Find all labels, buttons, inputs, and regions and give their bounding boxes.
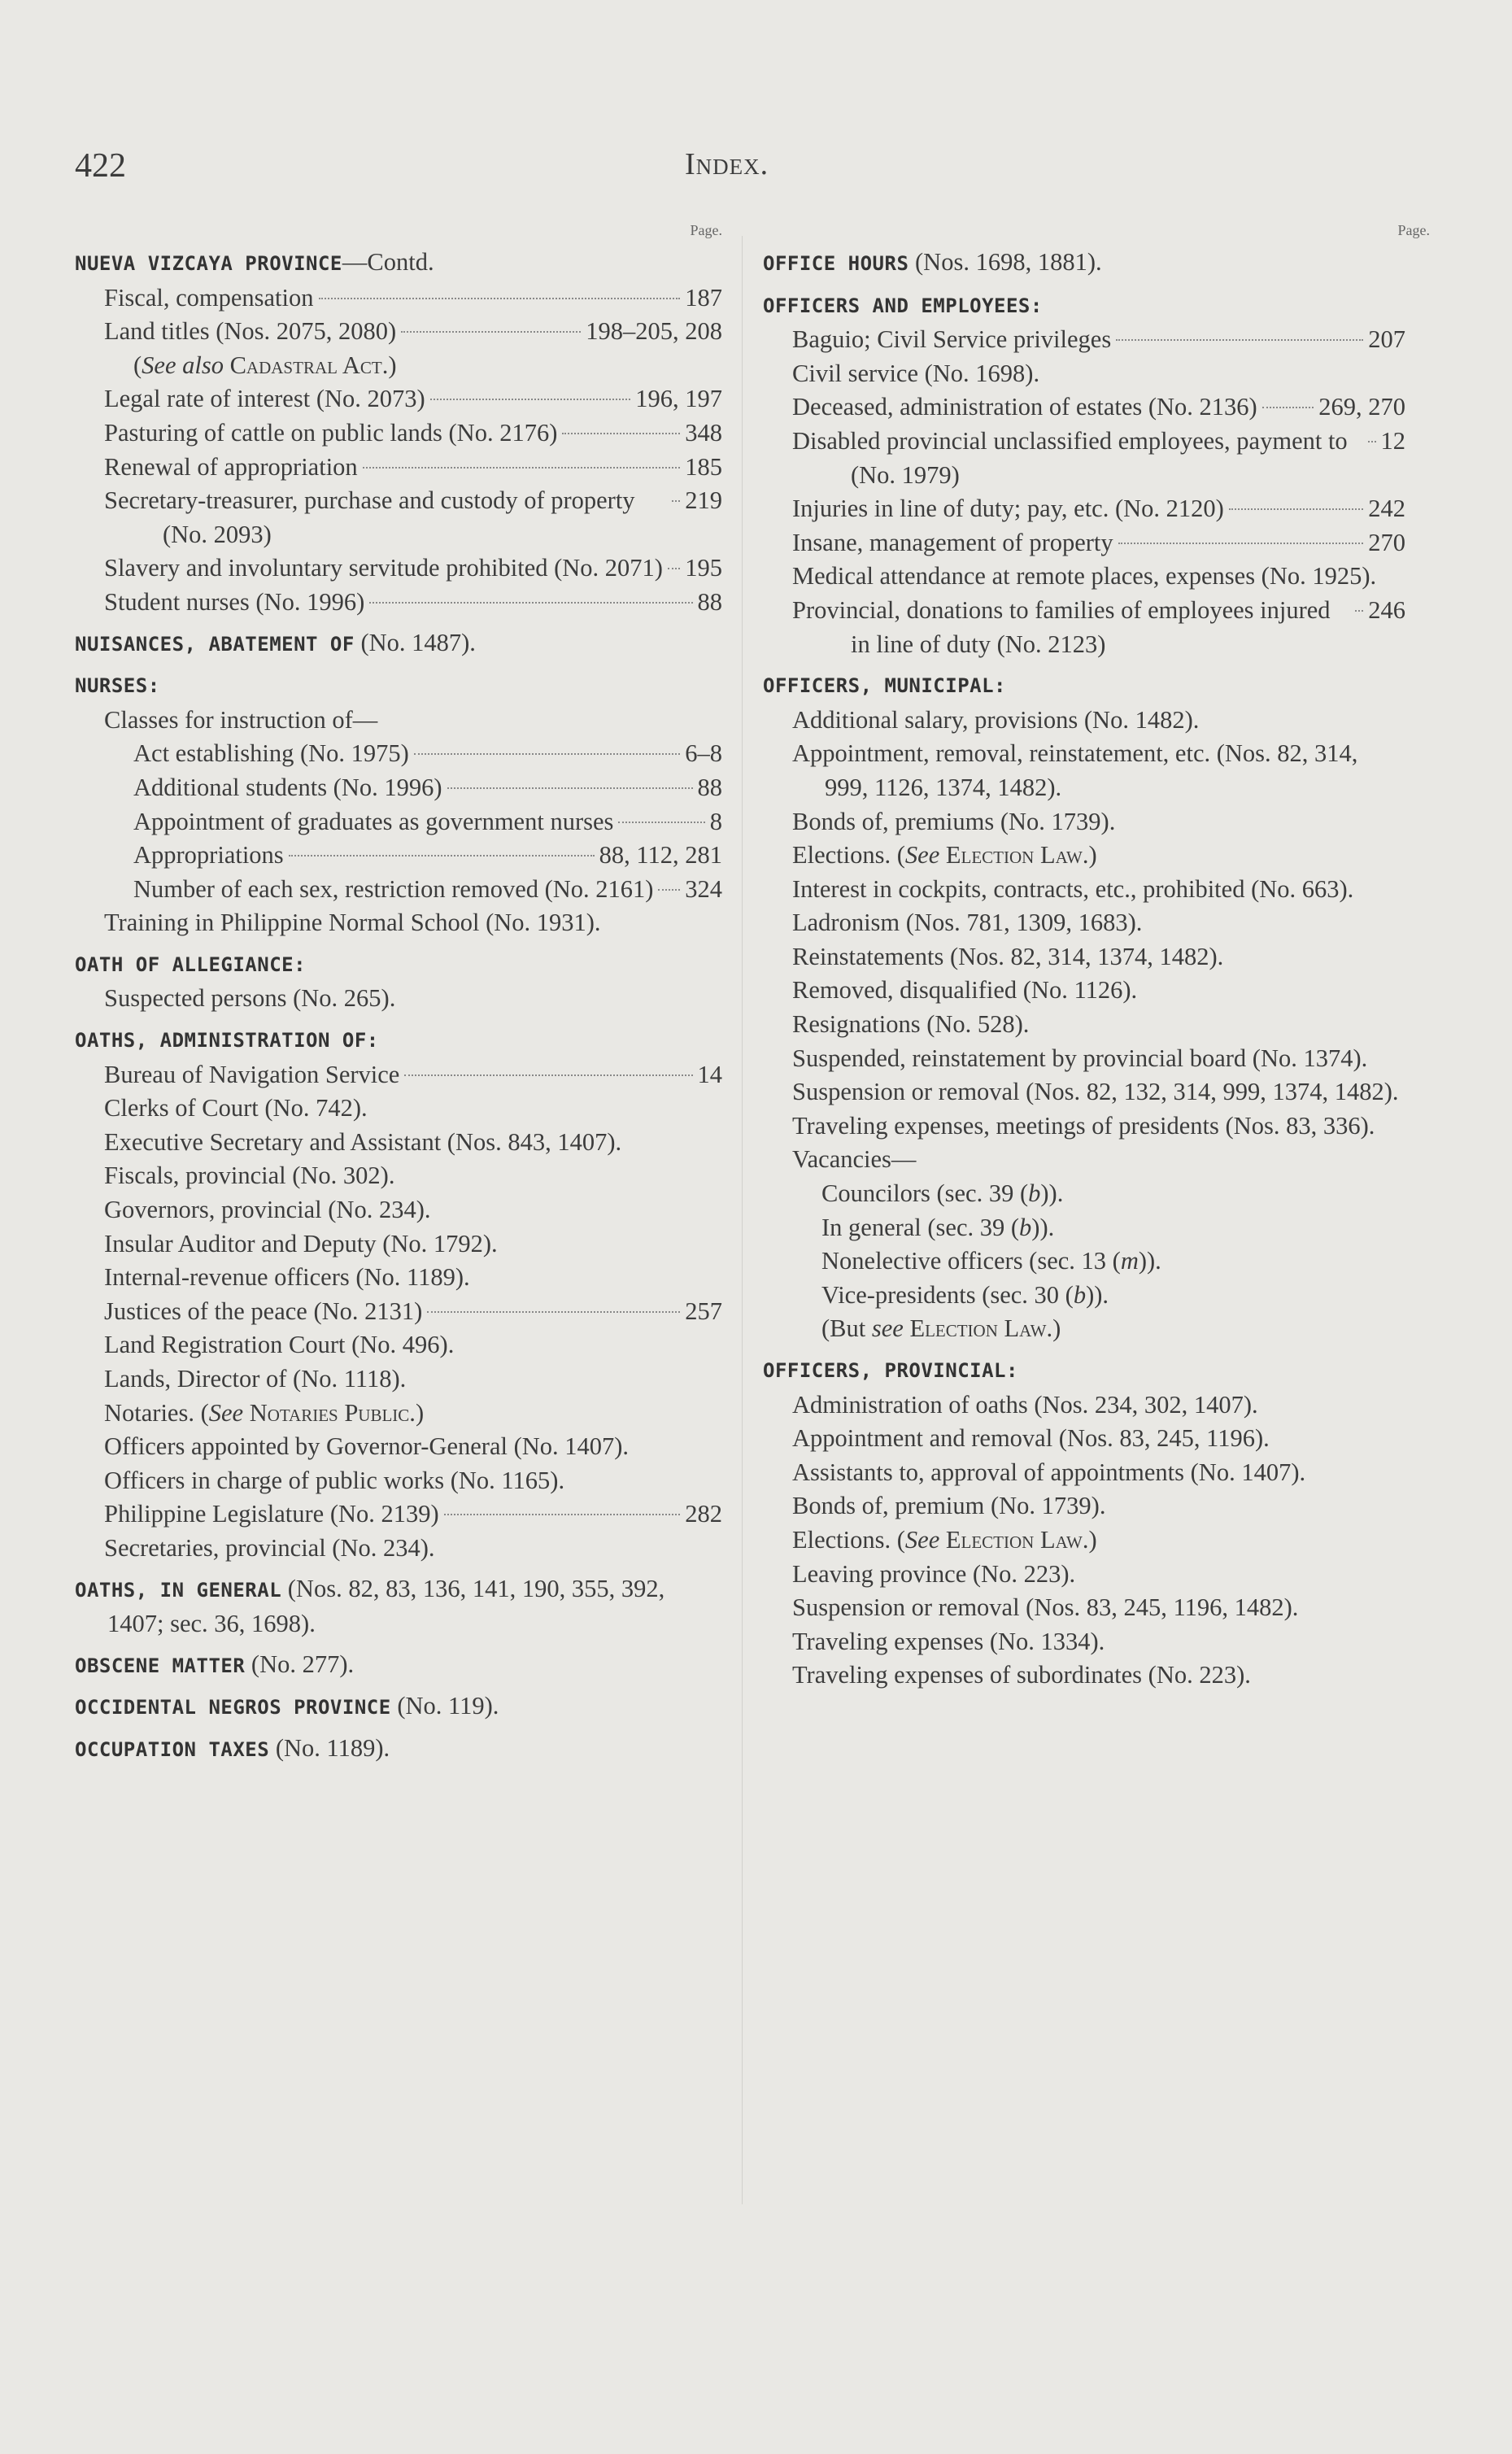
subentry: Land Registration Court (No. 496). [104,1331,455,1359]
subentry: Insular Auditor and Deputy (No. 1792). [104,1229,498,1258]
index-entry: OBSCENE MATTER (No. 277). [75,1650,355,1678]
index-entry [763,1353,1405,1693]
index-entry: OCCUPATION TAXES (No. 1189). [75,1733,390,1762]
subentry: Resignations (No. 528). [792,1010,1030,1039]
subentry: Fiscal, compensation 187 [104,283,722,312]
cross-reference: Notaries. (See Notaries Public.) [104,1398,425,1427]
entry-heading: OFFICERS, PROVINCIAL: [763,1359,1018,1382]
entry-heading: OATHS, ADMINISTRATION OF: [75,1029,379,1053]
entry-heading: OFFICERS AND EMPLOYEES: [763,294,1043,317]
subentry: Executive Secretary and Assistant (Nos. 843, 1407). [104,1127,622,1156]
subentry: Nonelective officers (sec. 13 (m)). [821,1247,1161,1275]
index-entry [75,668,722,940]
subentry: Secretary-treasurer, purchase and custody of property (No. 2093) 219 [104,486,722,548]
subentry: Traveling expenses of subordinates (No. 223). [792,1661,1251,1689]
entry-heading: NUEVA VIZCAYA PROVINCE—Contd. [75,248,434,276]
subentry: Legal rate of interest (No. 2073) 196, 197 [104,385,722,413]
subentry: Slavery and involuntary servitude prohibited (No. 2071) 195 [104,554,722,582]
cross-reference: Elections. (See Election Law.) [792,1525,1097,1554]
subentry: Traveling expenses (No. 1334). [792,1627,1105,1655]
subentry: Bureau of Navigation Service 14 [104,1060,722,1088]
subentry: Disabled provincial unclassified employees, payment to (No. 1979) 12 [792,426,1405,489]
subentry: Appointment and removal (Nos. 83, 245, 1196). [792,1424,1270,1453]
subentry: Appropriations 88, 112, 281 [133,841,722,870]
subentry: Suspension or removal (Nos. 83, 245, 1196, 1482). [792,1593,1299,1622]
subentry: Vice-presidents (sec. 30 (b)). [821,1280,1109,1309]
subentry: Land titles (Nos. 2075, 2080) 198–205, 208 [104,317,722,346]
subentry: Deceased, administration of estates (No. 2136) 269, 270 [792,393,1405,421]
running-title: Index. [685,147,769,181]
index-entry [763,288,1405,662]
subentry: Insane, management of property 270 [792,528,1405,556]
subentry: Additional salary, provisions (No. 1482). [792,705,1200,734]
subentry: Internal-revenue officers (No. 1189). [104,1263,470,1292]
subentry: Justices of the peace (No. 2131) 257 [104,1297,722,1325]
subentry: Medical attendance at remote places, expenses (No. 1925). [792,562,1377,591]
subentry: Number of each sex, restriction removed (No. 2161) 324 [133,874,722,903]
cross-reference: (See also Cadastral Act.) [133,351,397,379]
subentry: Councilors (sec. 39 (b)). [821,1179,1064,1208]
subentry: Secretaries, provincial (No. 234). [104,1533,435,1562]
entry-heading: OFFICERS, MUNICIPAL: [763,674,1006,698]
index-entry [763,668,1405,1346]
subentry: Injuries in line of duty; pay, etc. (No. 2120) 242 [792,495,1405,523]
subentry: Appointment, removal, reinstatement, etc. (Nos. 82, 314, 999, 1126, 1374, 1482). [792,739,1358,801]
subentry: Clerks of Court (No. 742). [104,1094,368,1122]
page-number: 422 [75,147,126,185]
subentry: Provincial, donations to families of employees injured in line of duty (No. 2123) 246 [792,595,1405,658]
subentry: Additional students (No. 1996) 88 [133,773,722,801]
entry-heading: OATH OF ALLEGIANCE: [75,952,307,976]
subentry: Classes for instruction of— [104,705,378,734]
index-entry: OATHS, IN GENERAL (Nos. 82, 83, 136, 141, 190, 355, 392, 1407; sec. 36, 1698). [75,1574,665,1638]
subentry: Training in Philippine Normal School (No. 1931). [104,909,601,937]
subentry: Lands, Director of (No. 1118). [104,1365,407,1393]
subentry: Baguio; Civil Service privileges 207 [792,325,1405,354]
subentry: Leaving province (No. 223). [792,1559,1076,1588]
index-entry: NUISANCES, ABATEMENT OF (No. 1487). [75,628,476,656]
subentry: Fiscals, provincial (No. 302). [104,1162,395,1190]
subentry: Reinstatements (Nos. 82, 314, 1374, 1482). [792,942,1224,970]
subentry: Civil service (No. 1698). [792,359,1040,387]
subentry: Student nurses (No. 1996) 88 [104,587,722,616]
subentry: Act establishing (No. 1975) 6–8 [133,739,722,768]
subentry: Suspended, reinstatement by provincial board (No. 1374). [792,1044,1368,1072]
page-column-label: Page. [690,222,722,238]
subentry: Removed, disqualified (No. 1126). [792,976,1138,1005]
subentry: Officers appointed by Governor-General (No. 1407). [104,1432,630,1461]
subentry: Suspected persons (No. 265). [104,984,396,1013]
page-column-label: Page. [1397,222,1430,238]
right-column [763,220,1430,1699]
subentry: Suspension or removal (Nos. 82, 132, 314, 999, 1374, 1482). [792,1078,1399,1106]
cross-reference: (But see Election Law.) [821,1314,1061,1343]
subentry: Administration of oaths (Nos. 234, 302, 1407). [792,1390,1258,1419]
subentry: Interest in cockpits, contracts, etc., prohibited (No. 663). [792,874,1354,903]
index-entry: OCCIDENTAL NEGROS PROVINCE (No. 119). [75,1692,499,1720]
subentry: Bonds of, premiums (No. 1739). [792,807,1116,835]
column-divider [742,236,743,2204]
index-entry: OFFICE HOURS (Nos. 1698, 1881). [763,248,1102,276]
index-entry [75,246,722,620]
cross-reference: Elections. (See Election Law.) [792,841,1097,870]
subentry: Bonds of, premium (No. 1739). [792,1492,1106,1520]
subentry: Traveling expenses, meetings of presidents (Nos. 83, 336). [792,1111,1375,1140]
subentry: Governors, provincial (No. 234). [104,1196,431,1224]
subentry: Pasturing of cattle on public lands (No. 2176) 348 [104,418,722,447]
subentry: Vacancies— [792,1145,917,1174]
page-header [75,146,1441,195]
entry-heading: NURSES: [75,674,160,698]
subentry: Officers in charge of public works (No. 1165). [104,1466,565,1494]
subentry: Renewal of appropriation 185 [104,452,722,481]
subentry: Ladronism (Nos. 781, 1309, 1683). [792,909,1143,937]
subentry: Assistants to, approval of appointments (No. 1407). [792,1458,1306,1486]
subentry: In general (sec. 39 (b)). [821,1213,1055,1241]
subentry: Philippine Legislature (No. 2139) 282 [104,1500,722,1528]
subentry: Appointment of graduates as government nurses 8 [133,807,722,835]
index-entry [75,1022,722,1566]
index-entry [75,947,722,1016]
left-column [75,220,722,1774]
